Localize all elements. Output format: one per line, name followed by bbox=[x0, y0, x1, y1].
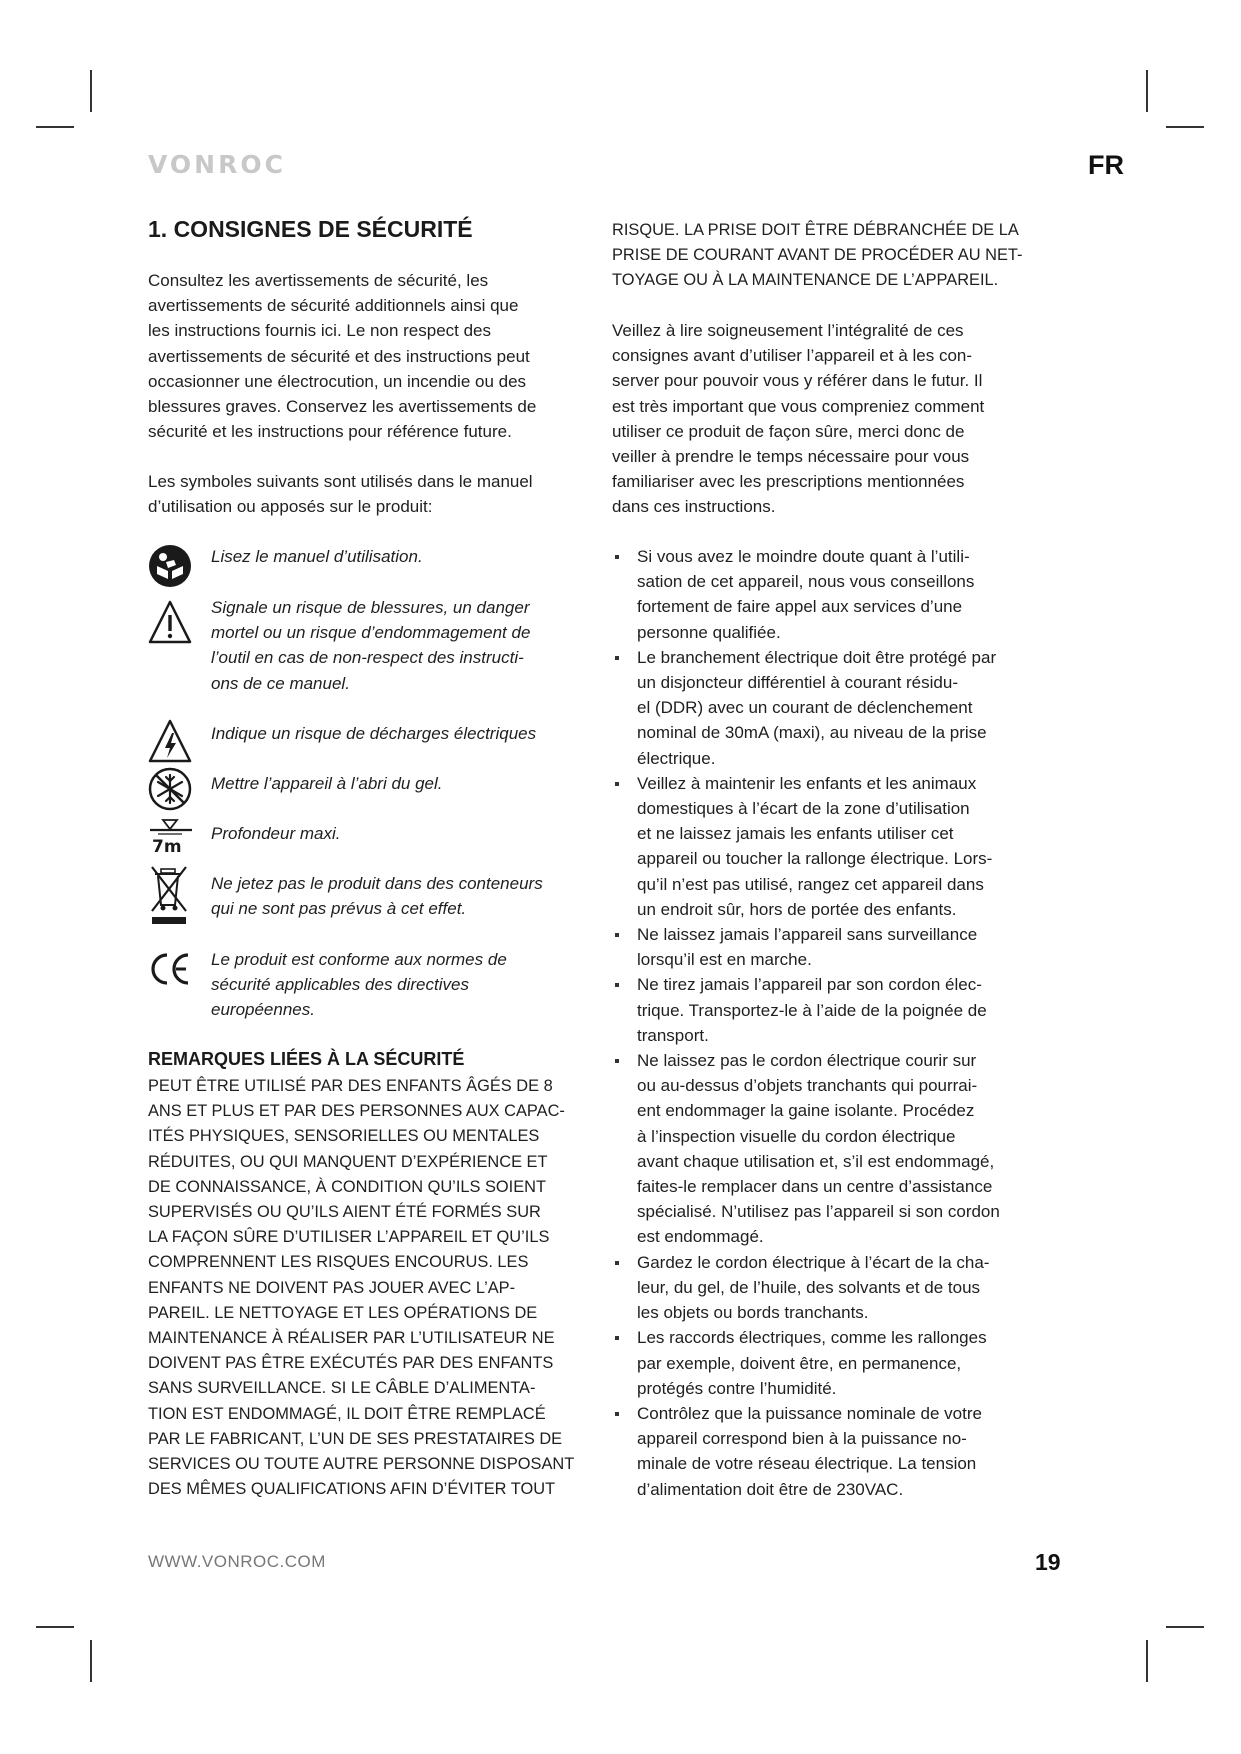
symbols-intro: Les symboles suivants sont utilisés dans le manuel d’utilisation ou apposés sur le produit: bbox=[148, 472, 533, 517]
symbol-row bbox=[148, 771, 608, 821]
symbol-row bbox=[148, 821, 608, 871]
max-depth-icon bbox=[148, 817, 192, 867]
symbol-row bbox=[148, 947, 608, 1027]
crop-mark bbox=[36, 126, 74, 128]
ce-mark-icon bbox=[148, 949, 192, 999]
warning-triangle-icon bbox=[148, 599, 192, 649]
remarks-continuation: RISQUE. LA PRISE DOIT ÊTRE DÉBRANCHÉE DE LA PRISE DE COURANT AVANT DE PROCÉDER AU NET- TOYAGE OU À LA MAINTENANCE DE L’APPAREIL. bbox=[612, 221, 1023, 290]
list-item: Gardez le cordon électrique à l’écart de la cha- leur, du gel, de l’huile, des solvants et de tous les objets ou bords tranchants. bbox=[612, 1250, 1082, 1326]
list-item: Si vous avez le moindre doute quant à l’utili- sation de cet appareil, nous vous conseillons fortement de faire appel aux services d’une personne qualifiée. bbox=[612, 544, 1082, 645]
read-manual-icon bbox=[148, 544, 192, 594]
intro-paragraph: Consultez les avertissements de sécurité, les avertissements de sécurité additionnels ainsi que les instructions fournis ici. Le non respect des avertissements de sécurité et des instructions peut occasionner une électrocution, un incendie ou des blessures graves. Conservez les avertissements de sécurité et les instructions pour référence future. bbox=[148, 271, 537, 442]
symbol-description: Ne jetez pas le produit dans des conteneurs qui ne sont pas prévus à cet effet. bbox=[211, 874, 543, 919]
symbol-row bbox=[148, 544, 608, 594]
symbol-row bbox=[148, 871, 608, 941]
svg-text:7m: 7m bbox=[152, 837, 182, 857]
crop-mark bbox=[1166, 126, 1204, 128]
electric-shock-icon bbox=[148, 717, 192, 767]
list-item: Ne laissez jamais l’appareil sans surveillance lorsqu’il est en marche. bbox=[612, 922, 1082, 972]
frost-protection-icon bbox=[148, 765, 192, 815]
list-item: Ne laissez pas le cordon électrique courir sur ou au-dessus d’objets tranchants qui pourrai- ent endommager la gaine isolante. Procédez à l’inspection visuelle du cordon électrique avant chaque utilisation et, s’il est endommagé, faites-le remplacer dans un centre d’assistance spécialisé. N’utilisez pas l’appareil si son cordon est endommagé. bbox=[612, 1048, 1082, 1250]
no-bin-disposal-icon bbox=[148, 863, 192, 933]
symbol-row bbox=[148, 595, 608, 695]
crop-mark bbox=[90, 1640, 92, 1682]
list-item: Veillez à maintenir les enfants et les animaux domestiques à l’écart de la zone d’utilisation et ne laissez jamais les enfants utiliser cet appareil ou toucher la rallonge électrique. Lors- qu’il n’est pas utilisé, rangez cet appareil dans un endroit sûr, hors de portée des enfants. bbox=[612, 771, 1082, 922]
symbol-description: Le produit est conforme aux normes de sécurité applicables des directives européennes. bbox=[211, 950, 507, 1020]
list-item: Le branchement électrique doit être protégé par un disjoncteur différentiel à courant résidu- el (DDR) avec un courant de déclenchement nominal de 30mA (maxi), au niveau de la prise électrique. bbox=[612, 645, 1082, 771]
instructions-paragraph: Veillez à lire soigneusement l’intégralité de ces consignes avant d’utiliser l’appareil et à les con- server pour pouvoir vous y référer dans le futur. Il est très important que vous compreniez comment utiliser ce produit de façon sûre, merci donc de veiller à prendre le temps nécessaire pour vous familiariser avec les prescriptions mentionnées dans ces instructions. bbox=[612, 321, 985, 517]
brand-logo bbox=[148, 151, 298, 182]
crop-mark bbox=[1146, 70, 1148, 112]
symbol-description: Profondeur maxi. bbox=[211, 824, 341, 843]
crop-mark bbox=[1146, 1640, 1148, 1682]
crop-mark bbox=[90, 70, 92, 112]
list-item: Les raccords électriques, comme les rallonges par exemple, doivent être, en permanence, protégés contre l’humidité. bbox=[612, 1325, 1082, 1401]
symbol-description: Lisez le manuel d’utilisation. bbox=[211, 547, 423, 566]
footer-url: WWW.VONROC.COM bbox=[148, 1552, 326, 1571]
remarks-heading: REMARQUES LIÉES À LA SÉCURITÉ bbox=[148, 1049, 465, 1069]
symbol-description: Indique un risque de décharges électriques bbox=[211, 724, 537, 743]
language-label: FR bbox=[1088, 150, 1124, 180]
symbol-row bbox=[148, 721, 608, 771]
section-heading: 1. CONSIGNES DE SÉCURITÉ bbox=[148, 216, 473, 242]
list-item: Ne tirez jamais l’appareil par son cordon élec- trique. Transportez-le à l’aide de la poignée de transport. bbox=[612, 972, 1082, 1048]
list-item: Contrôlez que la puissance nominale de votre appareil correspond bien à la puissance no- minale de votre réseau électrique. La tension d’alimentation doit être de 230VAC. bbox=[612, 1401, 1082, 1502]
remarks-text: PEUT ÊTRE UTILISÉ PAR DES ENFANTS ÂGÉS DE 8 ANS ET PLUS ET PAR DES PERSONNES AUX CAPAC- ITÉS PHYSIQUES, SENSORIELLES OU MENTALES RÉDUITES, OU QUI MANQUENT D’EXPÉRIENCE ET DE CONNAISSANCE, À CONDITION QU’ILS SOIENT SUPERVISÉS OU QU’ILS AIENT ÉTÉ FORMÉS SUR LA FAÇON SÛRE D’UTILISER L’APPAREIL ET QU’ILS COMPRENNENT LES RISQUES ENCOURUS. LES ENFANTS NE DOIVENT PAS JOUER AVEC L’AP- PAREIL. LE NETTOYAGE ET LES OPÉRATIONS DE MAINTENANCE À RÉALISER PAR L’UTILISATEUR NE DOIVENT PAS ÊTRE EXÉCUTÉS PAR DES ENFANTS SANS SURVEILLANCE. SI LE CÂBLE D’ALIMENTA- TION EST ENDOMMAGÉ, IL DOIT ÊTRE REMPLACÉ PAR LE FABRICANT, L’UN DE SES PRESTATAIRES DE SERVICES OU TOUTE AUTRE PERSONNE DISPOSANT DES MÊMES QUALIFICATIONS AFIN D’ÉVITER TOUT bbox=[148, 1077, 575, 1499]
crop-mark bbox=[36, 1626, 74, 1628]
symbol-description: Mettre l’appareil à l’abri du gel. bbox=[211, 774, 443, 793]
symbol-description: Signale un risque de blessures, un danger mortel ou un risque d’endommagement de l’outil en cas de non-respect des instructi- ons de ce manuel. bbox=[211, 598, 531, 693]
crop-mark bbox=[1166, 1626, 1204, 1628]
svg-text:VONROC: VONROC bbox=[148, 151, 286, 177]
page-number: 19 bbox=[1035, 1549, 1061, 1575]
safety-bullet-list bbox=[612, 544, 1082, 1502]
